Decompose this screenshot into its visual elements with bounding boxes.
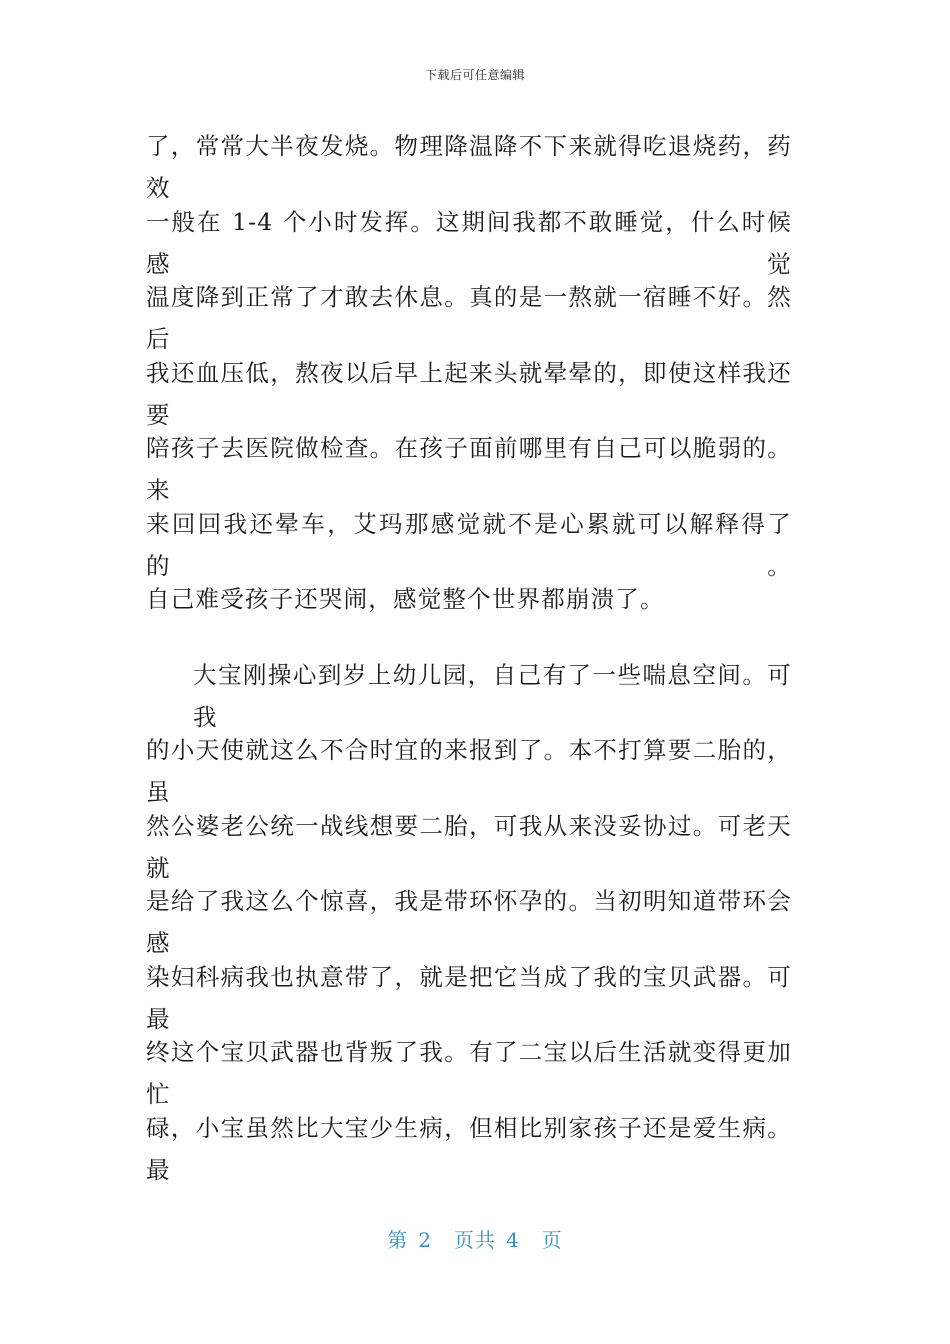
text-line: 终这个宝贝武器也背叛了我。有了二宝以后生活就变得更加忙 (146, 1038, 792, 1108)
text-line: 然公婆老公统一战线想要二胎，可我从来没妥协过。可老天就 (146, 811, 792, 882)
page-current: 2 (418, 1228, 432, 1252)
page-total: 4 (506, 1228, 520, 1252)
text-line: 一般在 1-4 个小时发挥。这期间我都不敢睡觉，什么时候感觉 (146, 207, 792, 278)
text-line: 我还血压低，熬夜以后早上起来头就晕晕的，即使这样我还要 (146, 358, 792, 429)
text-line: 染妇科病我也执意带了，就是把它当成了我的宝贝武器。可最 (146, 962, 792, 1033)
text-line: 是给了我这么个惊喜，我是带环怀孕的。当初明知道带环会感 (146, 887, 792, 957)
text-line: 大宝刚操心到岁上幼儿园，自己有了一些喘息空间。可我 (193, 660, 792, 731)
text-line: 碌，小宝虽然比大宝少生病，但相比别家孩子还是爱生病。最 (146, 1113, 792, 1184)
text-line: 陪孩子去医院做检查。在孩子面前哪里有自己可以脆弱的。来 (146, 434, 792, 504)
text-line: 温度降到正常了才敢去休息。真的是一熬就一宿睡不好。然后 (146, 283, 792, 353)
document-body (146, 125, 792, 1182)
text-line: 了，常常大半夜发烧。物理降温降不下来就得吃退烧药，药效 (146, 132, 792, 202)
page-prefix: 第 (387, 1228, 409, 1252)
page-number-footer (0, 1224, 950, 1253)
text-line: 自己难受孩子还哭闹，感觉整个世界都崩溃了。 (146, 585, 665, 613)
page-mid: 页共 (454, 1228, 496, 1252)
page-suffix: 页 (541, 1228, 563, 1252)
text-line: 来回回我还晕车，艾玛那感觉就不是心累就可以解释得了的。 (146, 509, 792, 580)
header-note: 下载后可任意编辑 (424, 68, 525, 82)
text-line: 的小天使就这么不合时宜的来报到了。本不打算要二胎的，虽 (146, 736, 792, 806)
